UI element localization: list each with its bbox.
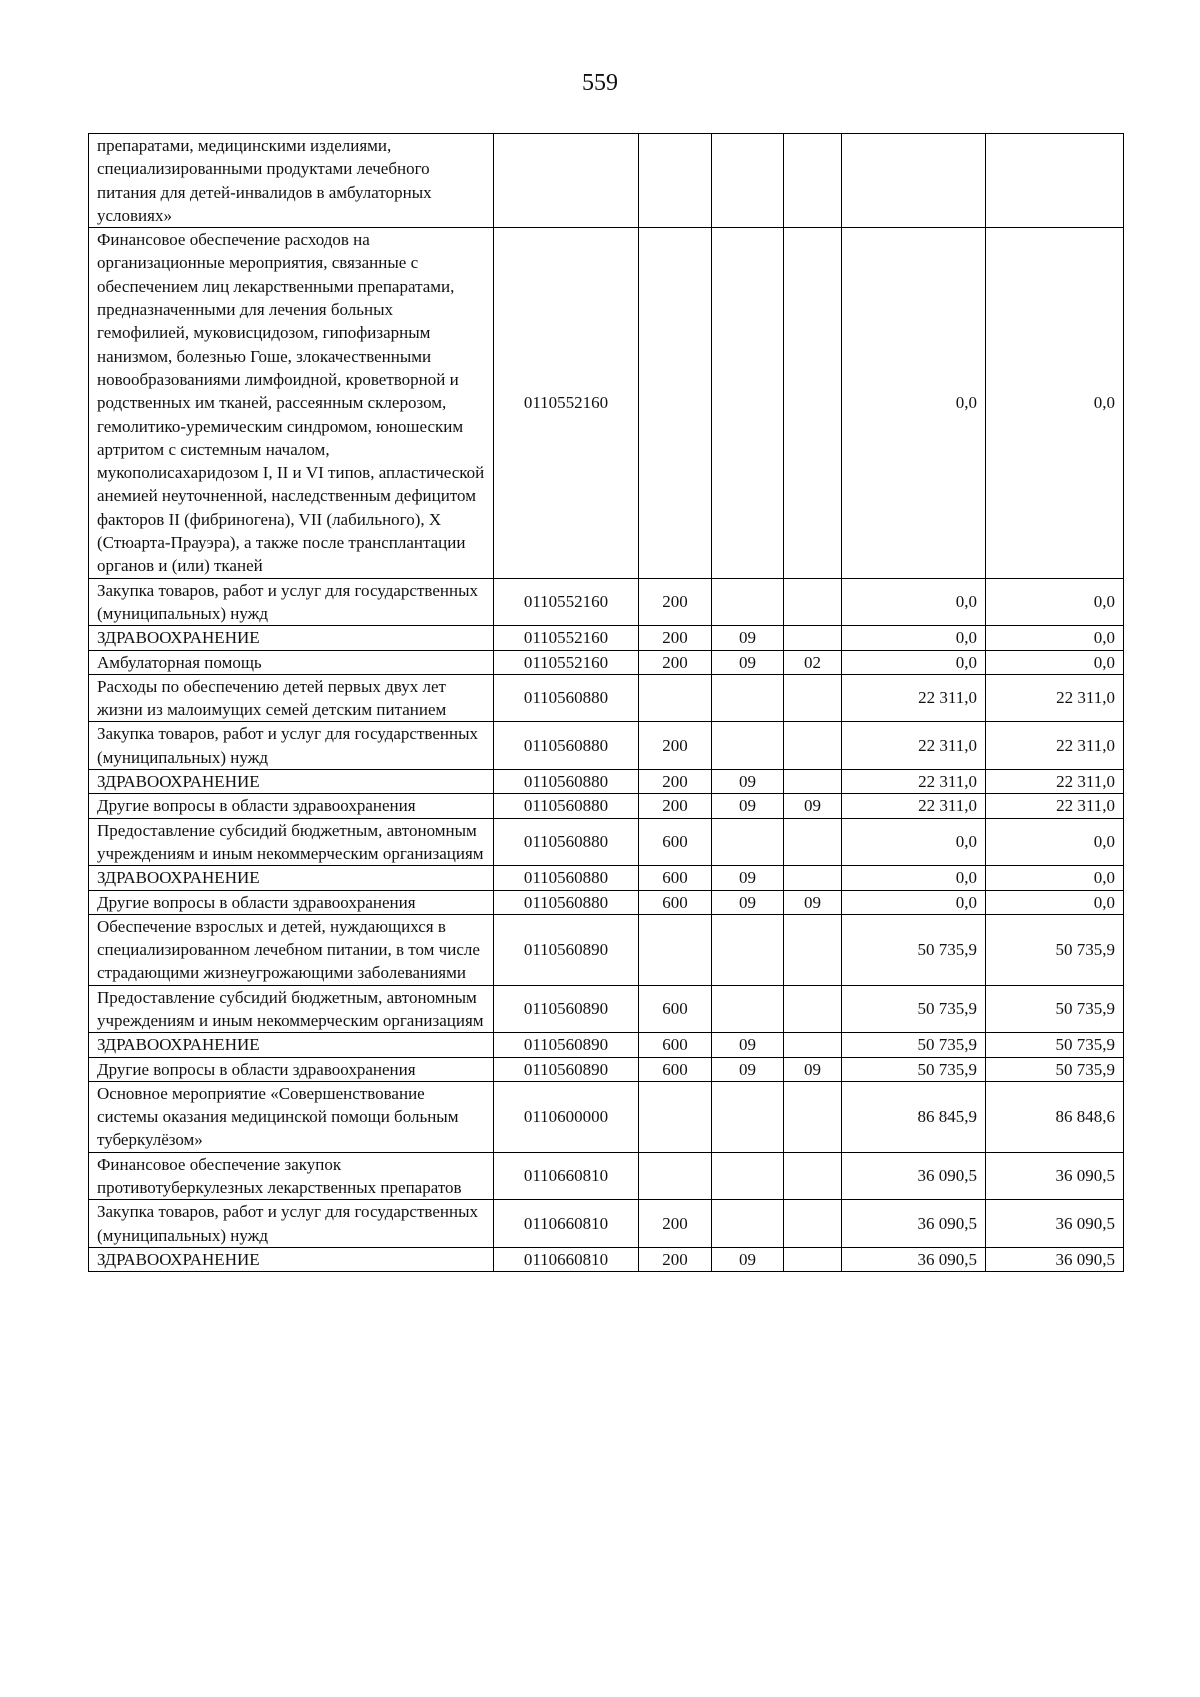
row-subsection-cell — [784, 914, 842, 985]
row-expense-type-cell — [639, 1152, 712, 1200]
row-expense-type-cell: 600 — [639, 890, 712, 914]
row-section-cell — [712, 818, 784, 866]
row-subsection-cell — [784, 866, 842, 890]
row-amount-2-cell: 50 735,9 — [986, 985, 1124, 1033]
row-subsection-cell — [784, 1200, 842, 1248]
row-subsection-cell — [784, 818, 842, 866]
row-amount-2-cell: 0,0 — [986, 228, 1124, 578]
row-subsection-cell — [784, 626, 842, 650]
row-name-cell: Закупка товаров, работ и услуг для государственных (муниципальных) нужд — [89, 722, 494, 770]
row-target-article-cell: 0110552160 — [494, 228, 639, 578]
table-row — [89, 914, 1124, 985]
row-expense-type-cell — [639, 134, 712, 228]
row-section-cell — [712, 228, 784, 578]
row-target-article-cell: 0110560890 — [494, 985, 639, 1033]
row-expense-type-cell — [639, 914, 712, 985]
table-row — [89, 1247, 1124, 1271]
row-target-article-cell — [494, 134, 639, 228]
row-expense-type-cell: 200 — [639, 650, 712, 674]
row-amount-2-cell: 50 735,9 — [986, 1033, 1124, 1057]
row-expense-type-cell: 600 — [639, 1033, 712, 1057]
row-amount-1-cell: 0,0 — [842, 650, 986, 674]
row-amount-2-cell: 36 090,5 — [986, 1247, 1124, 1271]
row-name-cell: Обеспечение взрослых и детей, нуждающихся в специализированном лечебном питании, в том числе страдающими жизнеугрожающими заболеваниями — [89, 914, 494, 985]
row-expense-type-cell — [639, 1081, 712, 1152]
table-row — [89, 1033, 1124, 1057]
row-name-cell: ЗДРАВООХРАНЕНИЕ — [89, 1247, 494, 1271]
row-expense-type-cell: 200 — [639, 1247, 712, 1271]
table-row — [89, 626, 1124, 650]
row-section-cell — [712, 985, 784, 1033]
row-expense-type-cell: 200 — [639, 770, 712, 794]
row-expense-type-cell: 200 — [639, 794, 712, 818]
row-expense-type-cell: 200 — [639, 1200, 712, 1248]
row-subsection-cell — [784, 674, 842, 722]
row-amount-1-cell: 50 735,9 — [842, 914, 986, 985]
row-amount-2-cell: 50 735,9 — [986, 1057, 1124, 1081]
table-row — [89, 134, 1124, 228]
row-amount-2-cell: 50 735,9 — [986, 914, 1124, 985]
row-section-cell — [712, 134, 784, 228]
row-amount-1-cell: 0,0 — [842, 578, 986, 626]
row-subsection-cell — [784, 134, 842, 228]
row-target-article-cell: 0110560880 — [494, 818, 639, 866]
table-row — [89, 866, 1124, 890]
row-name-cell: Закупка товаров, работ и услуг для государственных (муниципальных) нужд — [89, 578, 494, 626]
row-name-cell: Амбулаторная помощь — [89, 650, 494, 674]
row-section-cell — [712, 1152, 784, 1200]
row-amount-1-cell: 36 090,5 — [842, 1152, 986, 1200]
row-name-cell: Финансовое обеспечение закупок противотуберкулезных лекарственных препаратов — [89, 1152, 494, 1200]
row-name-cell: Основное мероприятие «Совершенствование системы оказания медицинской помощи больным туберкулёзом» — [89, 1081, 494, 1152]
row-target-article-cell: 0110660810 — [494, 1152, 639, 1200]
row-amount-2-cell: 22 311,0 — [986, 794, 1124, 818]
row-amount-2-cell: 0,0 — [986, 890, 1124, 914]
row-amount-2-cell: 36 090,5 — [986, 1152, 1124, 1200]
row-amount-1-cell: 22 311,0 — [842, 770, 986, 794]
table-row — [89, 1057, 1124, 1081]
row-name-cell: ЗДРАВООХРАНЕНИЕ — [89, 770, 494, 794]
row-section-cell: 09 — [712, 770, 784, 794]
row-section-cell: 09 — [712, 1057, 784, 1081]
row-target-article-cell: 0110560890 — [494, 1057, 639, 1081]
row-amount-2-cell: 36 090,5 — [986, 1200, 1124, 1248]
row-subsection-cell — [784, 1081, 842, 1152]
table-row — [89, 770, 1124, 794]
row-expense-type-cell: 600 — [639, 866, 712, 890]
row-section-cell — [712, 722, 784, 770]
table-row — [89, 794, 1124, 818]
row-section-cell — [712, 1200, 784, 1248]
row-subsection-cell — [784, 985, 842, 1033]
row-amount-1-cell: 0,0 — [842, 866, 986, 890]
row-amount-2-cell: 0,0 — [986, 818, 1124, 866]
row-amount-1-cell: 36 090,5 — [842, 1200, 986, 1248]
row-subsection-cell: 02 — [784, 650, 842, 674]
row-amount-1-cell: 50 735,9 — [842, 1057, 986, 1081]
row-subsection-cell — [784, 1247, 842, 1271]
row-amount-2-cell: 22 311,0 — [986, 722, 1124, 770]
row-amount-1-cell: 86 845,9 — [842, 1081, 986, 1152]
table-row — [89, 1200, 1124, 1248]
row-expense-type-cell: 200 — [639, 578, 712, 626]
row-amount-1-cell: 0,0 — [842, 890, 986, 914]
row-target-article-cell: 0110600000 — [494, 1081, 639, 1152]
row-target-article-cell: 0110552160 — [494, 578, 639, 626]
row-name-cell: препаратами, медицинскими изделиями, специализированными продуктами лечебного питания для детей-инвалидов в амбулаторных условиях» — [89, 134, 494, 228]
row-target-article-cell: 0110560880 — [494, 770, 639, 794]
row-target-article-cell: 0110560890 — [494, 914, 639, 985]
budget-table — [88, 133, 1124, 1272]
row-name-cell: ЗДРАВООХРАНЕНИЕ — [89, 626, 494, 650]
page-number: 559 — [582, 70, 618, 96]
table-row — [89, 890, 1124, 914]
row-section-cell — [712, 914, 784, 985]
row-amount-2-cell: 0,0 — [986, 626, 1124, 650]
table-row — [89, 1081, 1124, 1152]
row-section-cell: 09 — [712, 1247, 784, 1271]
row-amount-2-cell: 22 311,0 — [986, 770, 1124, 794]
row-expense-type-cell: 200 — [639, 722, 712, 770]
row-section-cell: 09 — [712, 626, 784, 650]
row-subsection-cell: 09 — [784, 890, 842, 914]
row-subsection-cell: 09 — [784, 794, 842, 818]
row-amount-1-cell: 0,0 — [842, 228, 986, 578]
row-name-cell: Финансовое обеспечение расходов на организационные мероприятия, связанные с обеспечением лиц лекарственными препаратами, предназначенными для лечения больных гемофилией, муковисцидозом, гипофизарным нанизмом, болезнью Гоше, злокачественными новообразованиями лимфоидной, кроветворной и родственных им тканей, рассеянным склерозом, гемолитико-уремическим синдромом, юношеским артритом с системным началом, мукополисахаридозом I, II и VI типов, апластической анемией неуточненной, наследственным дефицитом факторов II (фибриногена), VII (лабильного), X (Стюарта-Прауэра), а также после трансплантации органов и (или) тканей — [89, 228, 494, 578]
row-subsection-cell — [784, 770, 842, 794]
row-name-cell: Предоставление субсидий бюджетным, автономным учреждениям и иным некоммерческим организациям — [89, 818, 494, 866]
row-target-article-cell: 0110552160 — [494, 626, 639, 650]
table-row — [89, 985, 1124, 1033]
row-amount-1-cell: 22 311,0 — [842, 722, 986, 770]
row-name-cell: ЗДРАВООХРАНЕНИЕ — [89, 1033, 494, 1057]
row-name-cell: Закупка товаров, работ и услуг для государственных (муниципальных) нужд — [89, 1200, 494, 1248]
row-amount-1-cell: 22 311,0 — [842, 794, 986, 818]
row-amount-1-cell: 0,0 — [842, 626, 986, 650]
row-amount-1-cell: 22 311,0 — [842, 674, 986, 722]
row-amount-1-cell — [842, 134, 986, 228]
row-amount-2-cell: 86 848,6 — [986, 1081, 1124, 1152]
row-target-article-cell: 0110560890 — [494, 1033, 639, 1057]
row-name-cell: Расходы по обеспечению детей первых двух лет жизни из малоимущих семей детским питанием — [89, 674, 494, 722]
row-section-cell — [712, 578, 784, 626]
row-section-cell — [712, 674, 784, 722]
row-target-article-cell: 0110560880 — [494, 674, 639, 722]
row-name-cell: Другие вопросы в области здравоохранения — [89, 794, 494, 818]
row-target-article-cell: 0110560880 — [494, 794, 639, 818]
row-section-cell: 09 — [712, 794, 784, 818]
row-amount-2-cell: 22 311,0 — [986, 674, 1124, 722]
row-target-article-cell: 0110560880 — [494, 890, 639, 914]
row-section-cell: 09 — [712, 866, 784, 890]
row-amount-1-cell: 36 090,5 — [842, 1247, 986, 1271]
row-expense-type-cell: 600 — [639, 1057, 712, 1081]
table-row — [89, 1152, 1124, 1200]
row-amount-2-cell: 0,0 — [986, 866, 1124, 890]
row-target-article-cell: 0110660810 — [494, 1200, 639, 1248]
row-target-article-cell: 0110660810 — [494, 1247, 639, 1271]
row-amount-2-cell: 0,0 — [986, 650, 1124, 674]
row-amount-1-cell: 50 735,9 — [842, 985, 986, 1033]
row-subsection-cell — [784, 722, 842, 770]
row-target-article-cell: 0110560880 — [494, 866, 639, 890]
row-amount-2-cell: 0,0 — [986, 578, 1124, 626]
row-expense-type-cell — [639, 228, 712, 578]
row-subsection-cell: 09 — [784, 1057, 842, 1081]
row-subsection-cell — [784, 578, 842, 626]
row-expense-type-cell: 600 — [639, 985, 712, 1033]
row-expense-type-cell: 200 — [639, 626, 712, 650]
row-section-cell: 09 — [712, 890, 784, 914]
row-amount-1-cell: 50 735,9 — [842, 1033, 986, 1057]
row-name-cell: Другие вопросы в области здравоохранения — [89, 890, 494, 914]
row-section-cell: 09 — [712, 650, 784, 674]
table-row — [89, 650, 1124, 674]
row-expense-type-cell: 600 — [639, 818, 712, 866]
row-name-cell: ЗДРАВООХРАНЕНИЕ — [89, 866, 494, 890]
row-section-cell: 09 — [712, 1033, 784, 1057]
row-subsection-cell — [784, 228, 842, 578]
row-subsection-cell — [784, 1152, 842, 1200]
row-target-article-cell: 0110560880 — [494, 722, 639, 770]
row-subsection-cell — [784, 1033, 842, 1057]
row-name-cell: Предоставление субсидий бюджетным, автономным учреждениям и иным некоммерческим организациям — [89, 985, 494, 1033]
row-amount-1-cell: 0,0 — [842, 818, 986, 866]
row-target-article-cell: 0110552160 — [494, 650, 639, 674]
row-section-cell — [712, 1081, 784, 1152]
table-row — [89, 578, 1124, 626]
table-row — [89, 228, 1124, 578]
row-amount-2-cell — [986, 134, 1124, 228]
table-row — [89, 818, 1124, 866]
row-expense-type-cell — [639, 674, 712, 722]
row-name-cell: Другие вопросы в области здравоохранения — [89, 1057, 494, 1081]
table-body — [89, 134, 1124, 1272]
table-row — [89, 674, 1124, 722]
table-row — [89, 722, 1124, 770]
